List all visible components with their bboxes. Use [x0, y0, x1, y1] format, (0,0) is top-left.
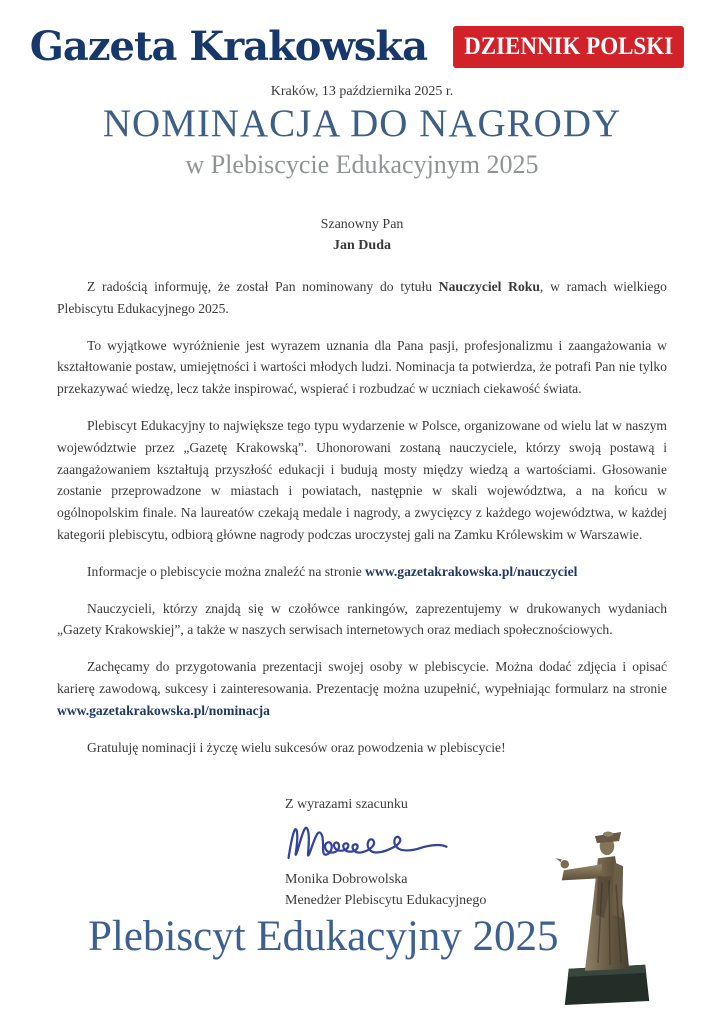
plebiscite-info-link[interactable]: www.gazetakrakowska.pl/nauczyciel: [365, 563, 578, 579]
letter-body: [57, 276, 667, 758]
recipient-salutation: Szanowny Pan: [320, 217, 404, 233]
presentation-intro: Zachęcamy do przygotowania prezentacji swojej osoby w plebiscycie. Można dodać zdjęcia i opisać karierę zawodową, sukcesy i zainteresowania. Prezentację można uzupełnić, wypełniając formularz na stronie: [57, 659, 667, 696]
info-link-intro: Informacje o plebiscycie można znaleźć na stronie: [87, 563, 366, 579]
page-subtitle: w Plebiscycie Edukacyjnym 2025: [185, 149, 539, 179]
paragraph-nomination-tail: , w ramach wielkiego Plebiscytu Edukacyjnego 2025.: [57, 279, 667, 316]
award-title-highlight: Nauczyciel Roku: [438, 279, 540, 295]
paragraph-info-link: [57, 561, 667, 583]
handwritten-signature-image: [279, 817, 469, 869]
page-title: NOMINACJA DO NAGRODY: [102, 102, 622, 145]
recipient-block: [0, 214, 724, 256]
paragraph-congratulations: Gratuluję nominacji i życzę wielu sukcesów oraz powodzenia w plebiscycie!: [87, 739, 506, 755]
signatory-role: Menedżer Plebiscytu Edukacyjnego: [285, 893, 487, 909]
award-statuette-image: [548, 822, 666, 1008]
paragraph-rankings: Nauczycieli, którzy znajdą się w czołówce rankingów, zaprezentujemy w drukowanych wydaniach „Gazety Krakowskiej”, a także w naszych serwisach internetowych oraz mediach społecznościowych.: [57, 600, 667, 638]
paragraph-nomination: [57, 276, 667, 320]
closing-line: Z wyrazami szacunku: [285, 797, 408, 813]
dziennik-polski-logo: DZIENNIK POLSKI: [453, 26, 684, 68]
gazeta-krakowska-logo: Gazeta Krakowska: [29, 23, 428, 70]
dateline: Kraków, 13 października 2025 r.: [270, 84, 454, 99]
paragraph-presentation: [57, 656, 667, 721]
paragraph-plebiscite-info: Plebiscyt Edukacyjny to największe tego typu wydarzenie w Polsce, organizowane od wielu lat w naszym województwie przez „Gazetę Krakowską”. Uhonorowani zostaną nauczyciele, którzy swoją postawą i zaangażowaniem kształtują przyszłość edukacji i budują mosty między wiedzą a wartościami. Głosowanie zostanie przeprowadzone w miastach i powiatach, następnie w skali województwa, a na końcu w ogólnopolskim finale. Na laureatów czekają medale i nagrody, a zwycięzcy z każdego województwa, w każdej kategorii plebiscytu, odbiorą główne nagrody podczas uroczystej gali na Zamku Królewskim w Warszawie.: [57, 418, 667, 542]
paragraph-recognition: To wyjątkowe wyróżnienie jest wyrazem uznania dla Pana pasji, profesjonalizmu i zaangażowania w kształtowanie postaw, umiejętności i wartości młodych ludzi. Nominacja ta potwierdza, że potrafi Pan nie tylko przekazywać wiedzę, lecz także inspirować, wspierać i rozbudzać w uczniach ciekawość świata.: [57, 337, 667, 397]
nomination-form-link[interactable]: www.gazetakrakowska.pl/nominacja: [57, 702, 270, 718]
recipient-name: Jan Duda: [333, 238, 391, 254]
campaign-title: Plebiscyt Edukacyjny 2025: [88, 913, 559, 960]
signatory-name: Monika Dobrowolska: [285, 872, 408, 888]
paragraph-nomination-text: Z radością informuję, że został Pan nominowany do tytułu: [87, 279, 439, 295]
masthead-header: [0, 0, 724, 68]
